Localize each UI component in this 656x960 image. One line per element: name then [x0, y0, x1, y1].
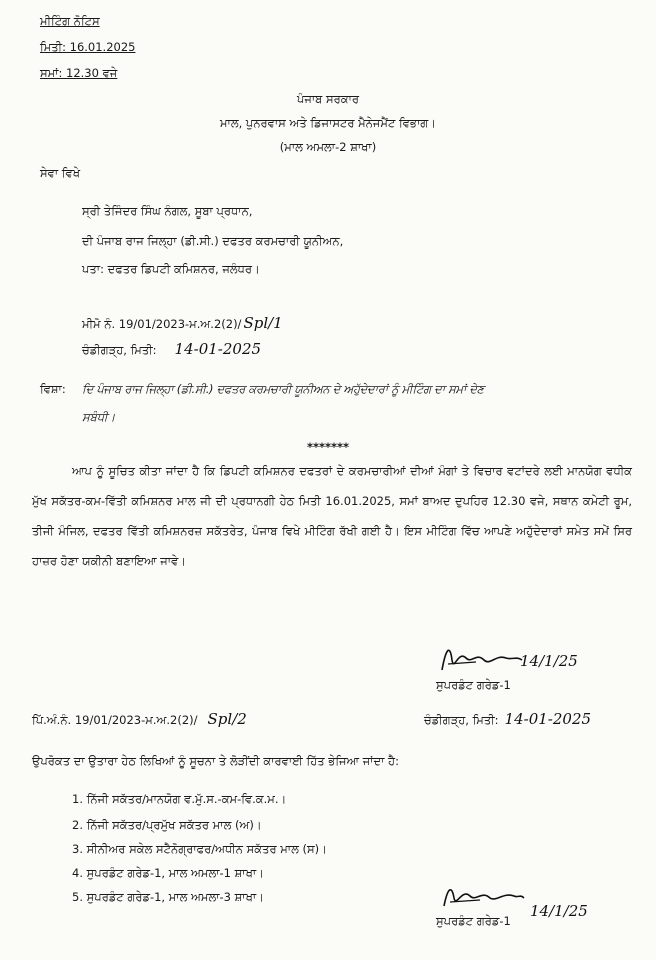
signature-2-date: 14/1/25 [530, 902, 588, 920]
header-branch: (ਮਾਲ ਅਮਲਾ-2 ਸ਼ਾਖਾ) [279, 140, 377, 154]
recipient-2: 2. ਨਿੱਜੀ ਸਕੱਤਰ/ਪ੍ਰਮੁੱਖ ਸਕੱਤਰ ਮਾਲ (ਅ)। [72, 818, 262, 832]
subject-line1: ਦਿ ਪੰਜਾਬ ਰਾਜ ਜਿਲ੍ਹਾ (ਡੀ.ਸੀ.) ਦਫਤਰ ਕਰਮਚਾਰੀ ਯੂਨੀਅਨ ਦੇ ਅਹੁੱਦੇਦਾਰਾਂ ਨੂੰ ਮੀਟਿੰਗ ਦਾ ਸਮਾਂ ਦੇਣ [82, 382, 484, 396]
memo-number [82, 316, 283, 331]
addressee-line1: ਸ੍ਰੀ ਤੇਜਿੰਦਰ ਸਿੰਘ ਨੰਗਲ, ਸੂਬਾ ਪ੍ਰਧਾਨ, [82, 204, 253, 218]
memo-date-handwritten: 14-01-2025 [174, 340, 262, 358]
endorsement-intro: ਉਪਰੋਕਤ ਦਾ ਉਤਾਰਾ ਹੇਠ ਲਿਖਿਆਂ ਨੂੰ ਸੂਚਨਾ ਤੇ ਲੋੜੀਂਦੀ ਕਾਰਵਾਈ ਹਿੱਤ ਭੇਜਿਆ ਜਾਂਦਾ ਹੈ: [32, 754, 399, 768]
body-paragraph: ਆਪ ਨੂੰ ਸੂਚਿਤ ਕੀਤਾ ਜਾਂਦਾ ਹੈ ਕਿ ਡਿਪਟੀ ਕਮਿਸ਼ਨਰ ਦਫਤਰਾਂ ਦੇ ਕਰਮਚਾਰੀਆਂ ਦੀਆਂ ਮੰਗਾਂ ਤੇ ਵਿਚਾਰ ਵਟਾਂਦਰੇ ਲਈ ਮਾਨਯੋਗ ਵਧੀਕ ਮੁੱਖ ਸਕੱਤਰ-ਕਮ-ਵਿੱਤੀ ਕਮਿਸ਼ਨਰ ਮਾਲ ਜੀ ਦੀ ਪ੍ਰਧਾਨਗੀ ਹੇਠ ਮਿਤੀ 16.01.2025, ਸਮਾਂ ਬਾਅਦ ਦੁਪਹਿਰ 12.30 ਵਜੇ, ਸਥਾਨ ਕਮੇਟੀ ਰੂਮ, ਤੀਜੀ ਮੰਜਿਲ, ਦਫਤਰ ਵਿੱਤੀ ਕਮਿਸ਼ਨਰਜ਼ ਸਕੱਤਰੇਤ, ਪੰਜਾਬ ਵਿਖੇ ਮੀਟਿੰਗ ਰੱਖੀ ਗਈ ਹੈ। ਇਸ ਮੀਟਿੰਗ ਵਿੱਚ ਆਪਣੇ ਅਹੁੱਦੇਦਾਰਾਂ ਸਮੇਤ ਸਮੇਂ ਸਿਰ ਹਾਜ਼ਰ ਹੋਣਾ ਯਕੀਨੀ ਬਣਾਇਆ ਜਾਵੇ। [32, 464, 632, 568]
addressee-line3: ਪਤਾ: ਦਫਤਰ ਡਿਪਟੀ ਕਮਿਸ਼ਨਰ, ਜਲੰਧਰ। [82, 262, 260, 276]
signature-2-designation: ਸੁਪਰਡੰਟ ਗਰੇਡ-1 [436, 914, 511, 928]
recipient-4: 4. ਸੁਪਰਡੰਟ ਗਰੇਡ-1, ਮਾਲ ਅਮਲਾ-1 ਸ਼ਾਖਾ। [72, 866, 264, 880]
signature-1-scribble [436, 640, 526, 680]
memo-place-date-label: ਚੰਡੀਗੜ੍ਹ, ਮਿਤੀ: [82, 343, 157, 357]
memo-date [82, 342, 261, 357]
endorsement-number [32, 712, 247, 727]
recipient-3: 3. ਸੀਨੀਅਰ ਸਕੇਲ ਸਟੈਨੋਗ੍ਰਾਫਰ/ਅਧੀਨ ਸਕੱਤਰ ਮਾਲ (ਸ)। [72, 842, 327, 856]
endorsement-number-handwritten: Spl/2 [207, 710, 247, 728]
salutation: ਸੇਵਾ ਵਿਖੇ [40, 166, 80, 180]
separator-stars: ******* [306, 440, 350, 454]
header-govt: ਪੰਜਾਬ ਸਰਕਾਰ [296, 92, 360, 106]
signature-1-designation: ਸੁਪਰਡੰਟ ਗਰੇਡ-1 [436, 678, 511, 692]
endorsement-place-date-label: ਚੰਡੀਗੜ੍ਹ, ਮਿਤੀ: [424, 713, 499, 727]
endorsement-date-handwritten: 14-01-2025 [504, 710, 592, 728]
endorsement-date [424, 712, 591, 727]
notice-date: ਮਿਤੀ: 16.01.2025 [40, 40, 136, 54]
subject-line2: ਸਬੰਧੀ। [82, 410, 116, 424]
addressee-line2: ਦੀ ਪੰਜਾਬ ਰਾਜ ਜਿਲ੍ਹਾ (ਡੀ.ਸੀ.) ਦਫਤਰ ਕਰਮਚਾਰੀ ਯੂਨੀਅਨ, [82, 234, 344, 248]
notice-title: ਮੀਟਿੰਗ ਨੋਟਿਸ [40, 14, 100, 28]
recipient-5: 5. ਸੁਪਰਡੰਟ ਗਰੇਡ-1, ਮਾਲ ਅਮਲਾ-3 ਸ਼ਾਖਾ। [72, 890, 264, 904]
memo-number-handwritten: Spl/1 [243, 314, 283, 332]
signature-1-date: 14/1/25 [520, 652, 578, 670]
subject-label: ਵਿਸ਼ਾ: [40, 382, 66, 396]
recipient-1: 1. ਨਿੱਜੀ ਸਕੱਤਰ/ਮਾਨਯੋਗ ਵ.ਮੁੱ.ਸ.-ਕਮ-ਵਿ.ਕ.ਮ.। [72, 792, 287, 806]
notice-time: ਸਮਾਂ: 12.30 ਵਜੇ [40, 66, 118, 80]
signature-2-scribble [436, 880, 526, 916]
memo-number-text: ਮੀਮੋ ਨੰ. 19/01/2023-ਮ.ਅ.2(2)/ [82, 317, 242, 331]
endorsement-number-text: ਪਿੱ.ਅੰ.ਨੰ. 19/01/2023-ਮ.ਅ.2(2)/ [32, 713, 198, 727]
header-department: ਮਾਲ, ਪੁਨਰਵਾਸ ਅਤੇ ਡਿਜਾਸਟਰ ਮੈਨੇਜਮੈਂਟ ਵਿਭਾਗ। [219, 116, 437, 130]
